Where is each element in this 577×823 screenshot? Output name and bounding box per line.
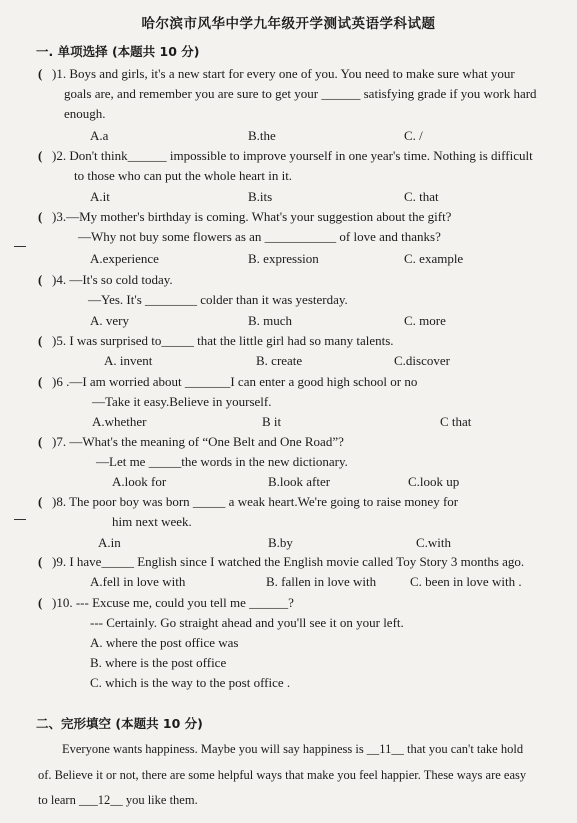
option-a: A. invent <box>104 353 153 368</box>
option-b: B. where is the post office <box>90 655 227 670</box>
option-a: A.fell in love with <box>90 574 186 589</box>
question-text-line: )7. —What's the meaning of “One Belt and One Road”? <box>52 434 344 449</box>
option-c: C.look up <box>408 474 460 489</box>
option-c: C. example <box>404 251 464 266</box>
question-text-line: —Yes. It's ________ colder than it was yesterday. <box>88 292 348 307</box>
question-text-line: )10. --- Excuse me, could you tell me ______? <box>52 595 294 610</box>
question-text-line: him next week. <box>112 514 192 529</box>
question-text-line: )8. The poor boy was born _____ a weak heart.We're going to raise money for <box>52 494 459 509</box>
question-text-line: —Let me _____the words in the new dictionary. <box>96 454 348 469</box>
option-a: A.a <box>90 128 109 143</box>
answer-bracket: ( <box>38 554 43 569</box>
answer-bracket: ( <box>38 333 43 348</box>
answer-bracket: ( <box>38 272 43 287</box>
section-heading-cloze: 二、完形填空 (本题共 10 分) <box>36 716 203 731</box>
option-a: A.experience <box>90 251 159 266</box>
answer-bracket: ( <box>38 374 43 389</box>
answer-bracket: ( <box>38 595 43 610</box>
option-b: B. much <box>248 313 293 328</box>
option-b: B.its <box>248 189 273 204</box>
question-text-line: )4. —It's so cold today. <box>52 272 173 287</box>
option-c: C.discover <box>394 353 450 368</box>
option-a: A. where the post office was <box>90 635 239 650</box>
question-text-line: )9. I have_____ English since I watched the English movie called Toy Story 3 months ago. <box>52 554 525 569</box>
question-text-line: )5. I was surprised to_____ that the little girl had so many talents. <box>52 333 394 348</box>
option-a: A.in <box>98 535 121 550</box>
cloze-paragraph-line: Everyone wants happiness. Maybe you will say happiness is __11__ that you can't take hold <box>62 742 524 756</box>
question-text-line: --- Certainly. Go straight ahead and you'll see it on your left. <box>90 615 404 630</box>
option-a: A.it <box>90 189 110 204</box>
option-a: A. very <box>90 313 129 328</box>
question-text-line: enough. <box>64 106 106 121</box>
option-a: A.look for <box>112 474 167 489</box>
section-heading-single-choice: 一. 单项选择 (本题共 10 分) <box>36 44 200 59</box>
question-text-line: —Take it easy.Believe in yourself. <box>92 394 272 409</box>
question-text-line: —Why not buy some flowers as an ___________ of love and thanks? <box>78 229 441 244</box>
question-text-line: to those who can put the whole heart in it. <box>74 168 293 183</box>
answer-bracket: ( <box>38 494 43 509</box>
answer-bracket: ( <box>38 66 43 81</box>
option-c: C. more <box>404 313 446 328</box>
option-b: B.by <box>268 535 293 550</box>
answer-bracket: ( <box>38 209 43 224</box>
option-a: A.whether <box>92 414 147 429</box>
answer-bracket: ( <box>38 434 43 449</box>
margin-mark <box>14 519 26 520</box>
option-b: B. create <box>256 353 303 368</box>
margin-mark <box>14 246 26 247</box>
option-c: C. that <box>404 189 439 204</box>
question-text-line: )1. Boys and girls, it's a new start for every one of you. You need to make sure what your <box>52 66 515 81</box>
option-b: B. expression <box>248 251 319 266</box>
exam-title: 哈尔滨市风华中学九年级开学测试英语学科试题 <box>141 16 436 32</box>
option-c: C. which is the way to the post office . <box>90 675 291 690</box>
option-c: C. been in love with . <box>410 574 522 589</box>
question-text-line: )3.—My mother's birthday is coming. What's your suggestion about the gift? <box>52 209 452 224</box>
answer-bracket: ( <box>38 148 43 163</box>
question-text-line: goals are, and remember you are sure to get your ______ satisfying grade if you work hard <box>64 86 537 101</box>
cloze-paragraph-line: to learn ___12__ you like them. <box>38 793 198 807</box>
question-text-line: )6 .—I am worried about _______I can enter a good high school or no <box>52 374 418 389</box>
question-text-line: )2. Don't think______ impossible to improve yourself in one year's time. Nothing is difficult <box>52 148 533 163</box>
cloze-paragraph-line: of. Believe it or not, there are some helpful ways that make you feel happier. These ways are easy <box>38 768 527 782</box>
option-c: C.with <box>416 535 452 550</box>
option-c: C. / <box>404 128 423 143</box>
option-b: B.look after <box>268 474 331 489</box>
option-b: B.the <box>248 128 276 143</box>
option-b: B it <box>262 414 282 429</box>
option-b: B. fallen in love with <box>266 574 377 589</box>
option-c: C that <box>440 414 472 429</box>
